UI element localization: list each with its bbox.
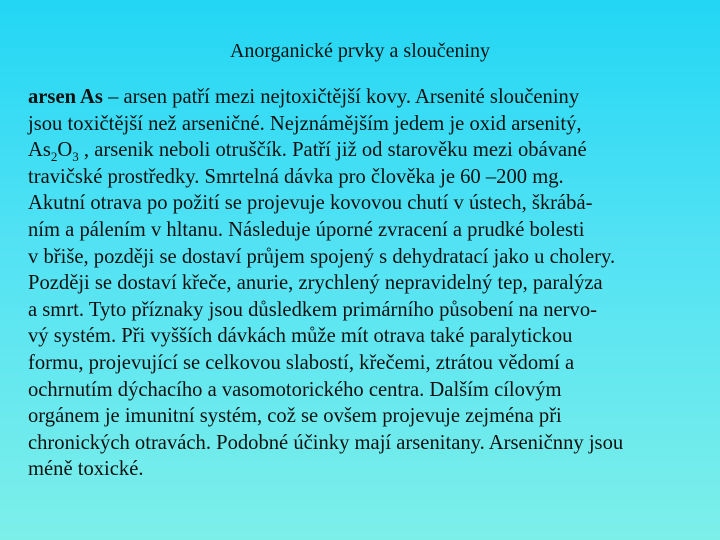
text-fragment: – arsen patří mezi nejtoxičtější kovy. Arsenité sloučeniny — [102, 86, 580, 108]
slide-title: Anorganické prvky a sloučeniny — [229, 40, 491, 62]
text-line: formu, projevující se celkovou slabostí, křečemi, ztrátou vědomí a — [28, 351, 575, 374]
text-line: orgánem je imunitní systém, což se ovšem projevuje zejména při — [28, 405, 562, 428]
text-line: Později se dostaví křeče, anurie, zrychlený nepravidelný tep, paralýza — [28, 272, 603, 295]
formula-element-o: O — [57, 139, 73, 162]
formula-subscript: 3 — [72, 149, 79, 165]
text-line: Akutní otrava po požití se projevuje kovovou chutí v ústech, škrábá- — [28, 192, 593, 215]
slide-body-text — [28, 84, 720, 483]
formula-element-as: As — [28, 139, 51, 162]
text-fragment: , arsenik neboli otruščík. Patří již od starověku mezi obávané — [78, 139, 587, 162]
text-line: vý systém. Při vyšších dávkách může mít otrava také paralytickou — [28, 325, 573, 348]
text-line: v břiše, později se dostaví průjem spojený s dehydratací jako u cholery. — [28, 245, 616, 268]
text-line: chronických otravách. Podobné účinky mají arsenitany. Arseničnny jsou — [28, 431, 624, 454]
text-line — [28, 137, 720, 164]
text-line: travičské prostředky. Smrtelná dávka pro člověka je 60 –200 mg. — [28, 165, 564, 188]
text-line: ním a pálením v hltanu. Následuje úporné zvracení a prudké bolesti — [28, 218, 585, 241]
text-line: jsou toxičtější než arseničné. Nejznámějším jedem je oxid arsenitý, — [28, 112, 582, 135]
text-line: méně toxické. — [28, 458, 144, 481]
text-line: ochrnutím dýchacího a vasomotorického centra. Dalším cílovým — [28, 378, 562, 401]
text-line — [28, 84, 720, 111]
term-arsen: arsen As — [28, 86, 103, 108]
formula-subscript: 2 — [50, 149, 58, 165]
text-line: a smrt. Tyto příznaky jsou důsledkem primárního působení na nervo- — [28, 298, 597, 321]
